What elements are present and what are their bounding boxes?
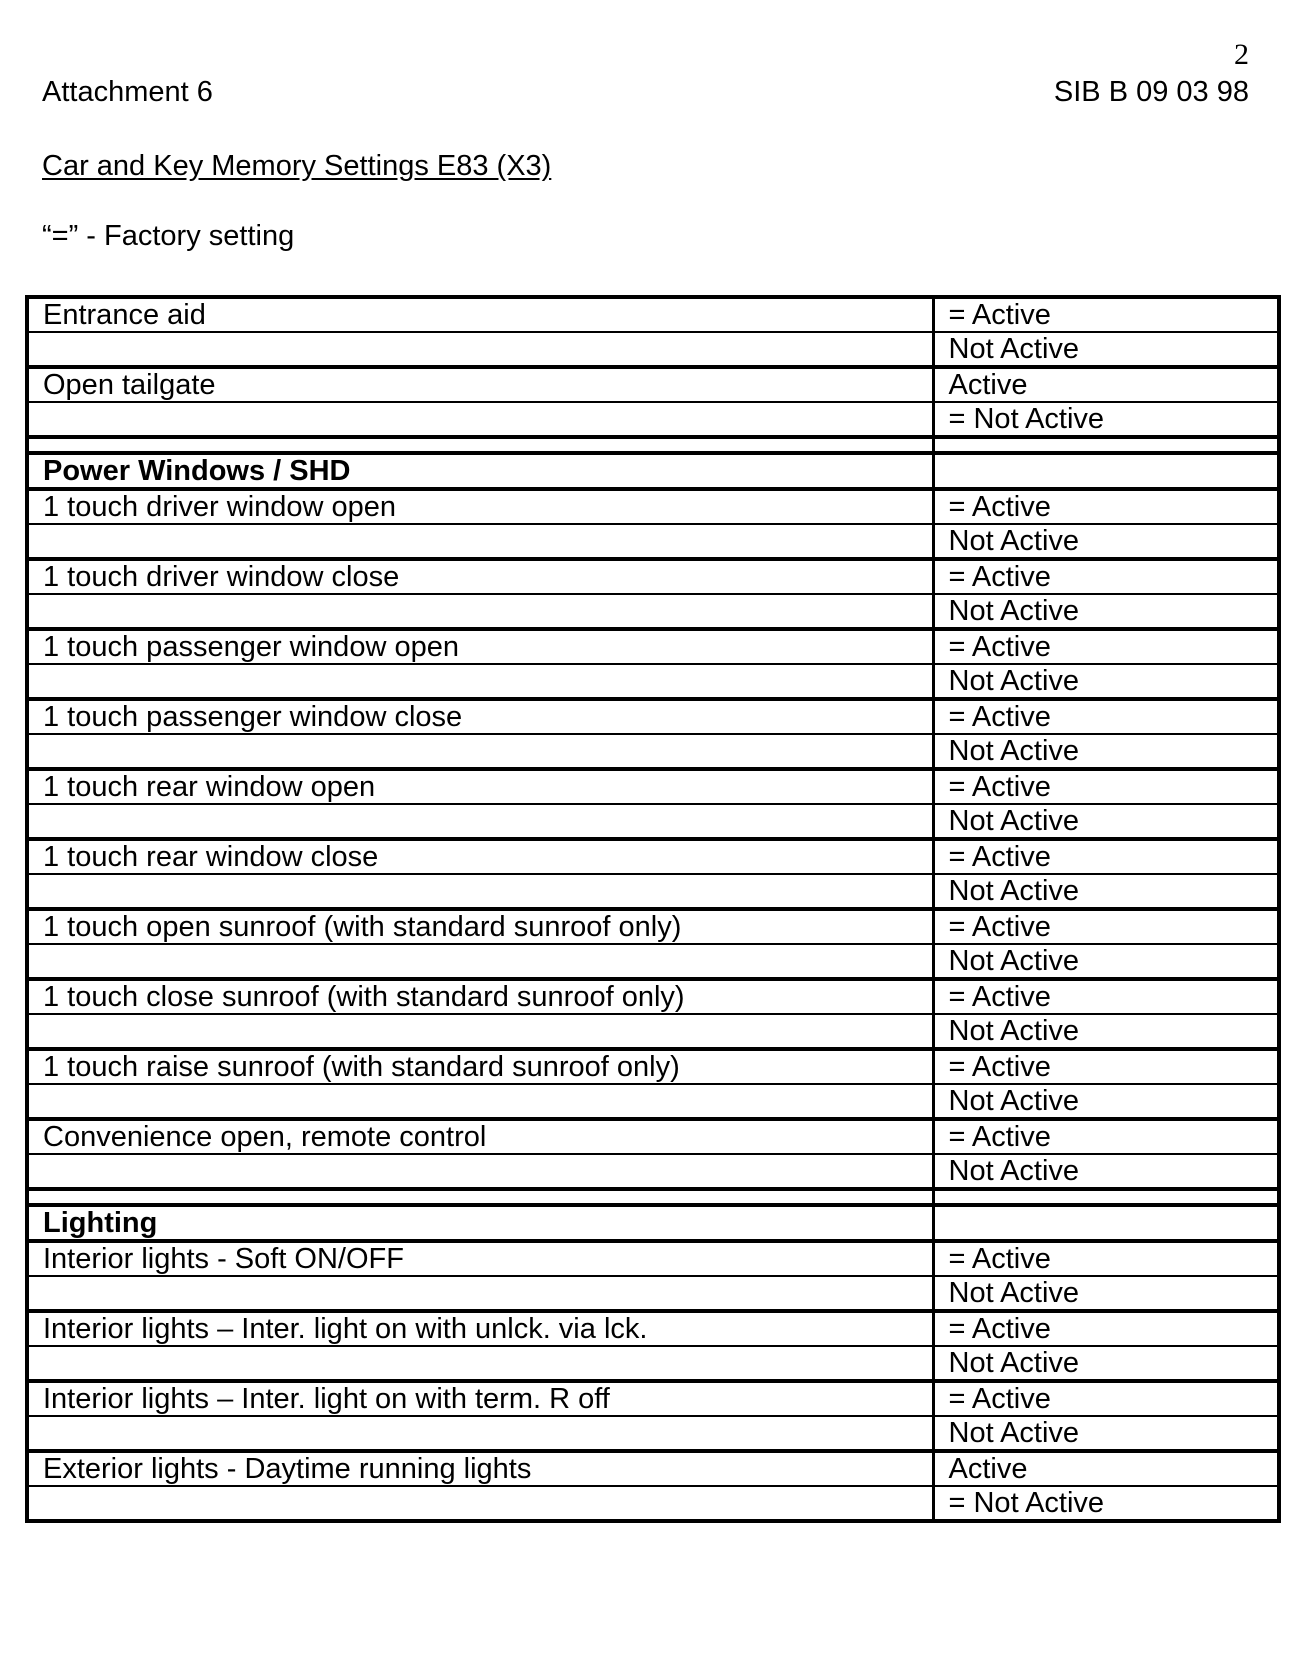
table-row <box>27 1381 1279 1416</box>
setting-value: Active <box>933 367 1279 402</box>
setting-label <box>27 944 933 979</box>
table-row <box>27 979 1279 1014</box>
setting-value: = Active <box>933 979 1279 1014</box>
attachment-label: Attachment 6 <box>42 76 213 108</box>
setting-value: = Active <box>933 769 1279 804</box>
table-row <box>27 734 1279 769</box>
table-row <box>27 804 1279 839</box>
table-row <box>27 699 1279 734</box>
setting-label <box>27 804 933 839</box>
document-title: Car and Key Memory Settings E83 (X3) <box>42 150 552 182</box>
table-row <box>27 1084 1279 1119</box>
setting-label: 1 touch driver window open <box>27 489 933 524</box>
table-row <box>27 944 1279 979</box>
setting-label <box>27 1154 933 1189</box>
setting-label <box>27 1084 933 1119</box>
spacer-row <box>27 1189 1279 1205</box>
table-row <box>27 1241 1279 1276</box>
setting-label: Interior lights – Inter. light on with term. R off <box>27 1381 933 1416</box>
table-row <box>27 524 1279 559</box>
setting-label <box>27 1014 933 1049</box>
setting-value: Not Active <box>933 804 1279 839</box>
setting-value: Not Active <box>933 332 1279 367</box>
setting-value: = Active <box>933 839 1279 874</box>
section-heading: Power Windows / SHD <box>27 453 933 489</box>
table-row <box>27 332 1279 367</box>
table-row <box>27 1346 1279 1381</box>
table-row <box>27 559 1279 594</box>
page-number: 2 <box>1234 38 1249 71</box>
table-row <box>27 1276 1279 1311</box>
sib-reference: SIB B 09 03 98 <box>1053 76 1249 108</box>
setting-label: Exterior lights - Daytime running lights <box>27 1451 933 1486</box>
setting-label <box>27 437 933 453</box>
setting-label: 1 touch close sunroof (with standard sunroof only) <box>27 979 933 1014</box>
settings-table-body <box>27 297 1279 1521</box>
table-row <box>27 1154 1279 1189</box>
setting-value <box>933 453 1279 489</box>
table-row <box>27 874 1279 909</box>
section-heading-row <box>27 1205 1279 1241</box>
setting-label <box>27 1346 933 1381</box>
setting-value: = Active <box>933 1049 1279 1084</box>
setting-label: Open tailgate <box>27 367 933 402</box>
setting-value: Not Active <box>933 524 1279 559</box>
setting-value: Active <box>933 1451 1279 1486</box>
setting-label <box>27 1189 933 1205</box>
setting-label <box>27 524 933 559</box>
setting-value: = Active <box>933 297 1279 332</box>
setting-value: = Not Active <box>933 1486 1279 1521</box>
setting-label <box>27 1416 933 1451</box>
setting-value: Not Active <box>933 1276 1279 1311</box>
setting-value: Not Active <box>933 1416 1279 1451</box>
spacer-row <box>27 437 1279 453</box>
table-row <box>27 1311 1279 1346</box>
setting-value <box>933 437 1279 453</box>
table-row <box>27 1119 1279 1154</box>
setting-value: Not Active <box>933 1084 1279 1119</box>
setting-value: = Active <box>933 909 1279 944</box>
setting-value: Not Active <box>933 1346 1279 1381</box>
setting-label <box>27 664 933 699</box>
section-heading: Lighting <box>27 1205 933 1241</box>
table-row <box>27 1486 1279 1521</box>
setting-label <box>27 734 933 769</box>
setting-value: = Active <box>933 629 1279 664</box>
table-row <box>27 664 1279 699</box>
table-row <box>27 594 1279 629</box>
setting-value: Not Active <box>933 1154 1279 1189</box>
table-row <box>27 1451 1279 1486</box>
setting-value <box>933 1189 1279 1205</box>
setting-label: 1 touch rear window close <box>27 839 933 874</box>
table-row <box>27 1014 1279 1049</box>
table-row <box>27 769 1279 804</box>
setting-value: = Active <box>933 559 1279 594</box>
setting-label: 1 touch passenger window open <box>27 629 933 664</box>
setting-value: Not Active <box>933 594 1279 629</box>
table-row <box>27 629 1279 664</box>
setting-value: = Active <box>933 699 1279 734</box>
setting-label: 1 touch open sunroof (with standard sunroof only) <box>27 909 933 944</box>
table-row <box>27 489 1279 524</box>
setting-label <box>27 874 933 909</box>
table-row <box>27 402 1279 437</box>
setting-value: Not Active <box>933 874 1279 909</box>
setting-label <box>27 1486 933 1521</box>
setting-value: = Active <box>933 1311 1279 1346</box>
setting-value: Not Active <box>933 944 1279 979</box>
setting-label <box>27 402 933 437</box>
setting-label: Interior lights - Soft ON/OFF <box>27 1241 933 1276</box>
setting-label: Interior lights – Inter. light on with unlck. via lck. <box>27 1311 933 1346</box>
setting-label: Convenience open, remote control <box>27 1119 933 1154</box>
setting-value: = Active <box>933 1241 1279 1276</box>
setting-label: 1 touch raise sunroof (with standard sunroof only) <box>27 1049 933 1084</box>
setting-label: 1 touch passenger window close <box>27 699 933 734</box>
section-heading-row <box>27 453 1279 489</box>
setting-value: = Active <box>933 1119 1279 1154</box>
table-row <box>27 1049 1279 1084</box>
table-row <box>27 1416 1279 1451</box>
setting-label: 1 touch driver window close <box>27 559 933 594</box>
setting-label: Entrance aid <box>27 297 933 332</box>
setting-value: = Active <box>933 489 1279 524</box>
table-row <box>27 839 1279 874</box>
setting-label <box>27 1276 933 1311</box>
setting-value: Not Active <box>933 664 1279 699</box>
table-row <box>27 909 1279 944</box>
setting-label <box>27 594 933 629</box>
setting-label <box>27 332 933 367</box>
setting-value: Not Active <box>933 1014 1279 1049</box>
setting-value <box>933 1205 1279 1241</box>
setting-value: Not Active <box>933 734 1279 769</box>
setting-value: = Not Active <box>933 402 1279 437</box>
factory-setting-legend: “=” - Factory setting <box>42 220 295 252</box>
settings-table <box>25 295 1281 1523</box>
table-row <box>27 297 1279 332</box>
setting-value: = Active <box>933 1381 1279 1416</box>
setting-label: 1 touch rear window open <box>27 769 933 804</box>
table-row <box>27 367 1279 402</box>
